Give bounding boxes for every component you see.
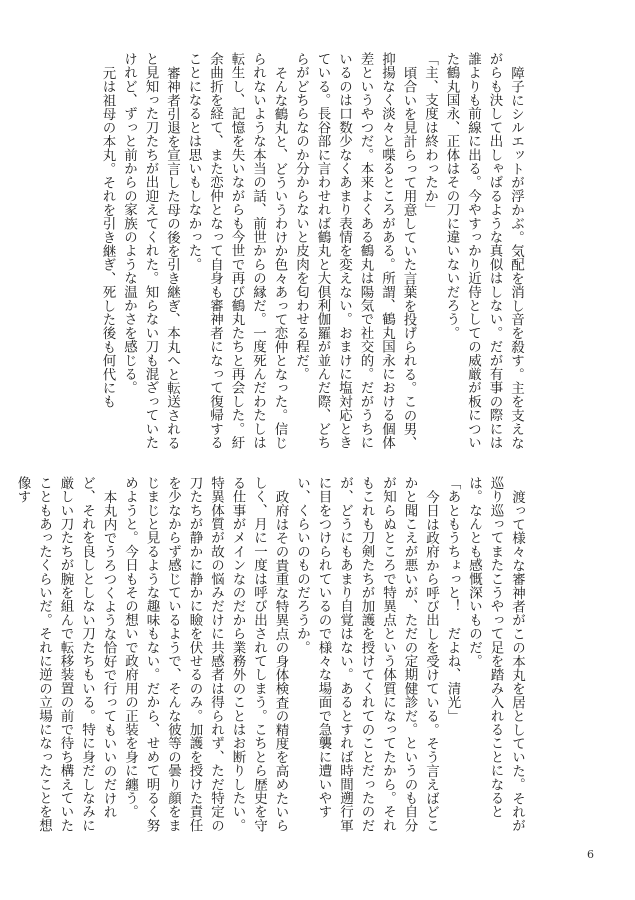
dialogue-line: 「あともうちょっと！ だよね、清光」 [444, 476, 461, 723]
paragraph: 元は祖母の本丸。それを引き継ぎ、死した後も何代にも [99, 65, 116, 408]
paragraph: 渡って様々な審神者がこの本丸を居としていた。それが巡り巡ってまたこうやって足を踏み入れることになるとは。なんとも感慨深いものだ。 [466, 476, 525, 832]
paragraph: 今日は政府から呼び出しを受けている。そう言えばどこかと聞こえが悪いが、ただの定期健診だ。というのも自分が知らぬところで特異点という体質になってたから。それもこれも刀剣たちが加護を授けてくれてのことだったのだが、どうにもあまり自覚はない。あるとすれば時間遡行軍に目をつけられているので様々な場面で急襲に遭いやすい、くらいのものだろうか。 [294, 476, 439, 833]
lower-text-block [14, 476, 527, 836]
page-number: 6 [587, 848, 594, 861]
paragraph: そんな鶴丸と、どういうわけか色々あって恋仲となった。信じられないような本当の話、前世からの縁だ。一度死んだわたしは転生し、記憶を失いながらも今世で再び鶴丸たちと再会した。紆余曲折を経て、また恋仲となって自身も審神者になって復帰することになるとは思いもしなかった。 [185, 52, 288, 450]
paragraph: 審神者引退を宣言した母の後を引き継ぎ、本丸へと転送されると見知った刀たちが出迎えてくれた。知らない刀も混ざっていたけれど、ずっと前からの家族のような温かさを感じる。 [121, 52, 180, 450]
paragraph: 障子にシルエットが浮かぶ。気配を消し音を殺す。主を支えながらも決して出しゃばるような真似はしない。だが有事の際には誰よりも前線に出る。今やすっかり近侍としての威厳が板についた鶴丸国永、正体はその刀に違いないだろう。 [443, 52, 524, 450]
paragraph: 本丸内でうろつくような恰好で行ってもいいのだけれど、それを良しとしない刀たちもいる。特に身だしなみに厳しい刀たちが腕を組んで転移装置の前で待ち構えていたこともあったくらいだ。それに逆の立場になったことを想像す [14, 476, 117, 833]
upper-text-block [99, 52, 526, 452]
dialogue-line: 「主、支度は終わったか」 [422, 52, 438, 217]
paragraph: 政府はその貴重な特異点の身体検査の精度を高めたいらしく、月に一度は呼び出されてしまう。こちとら歴史を守る仕事がメインなのだから業務外のことはお断りしたい。特異体質が故の悩みだけに共感者は得られず、ただ特定の刀たちが静かに静かに瞼を伏せるのみ。加護を授けた責任を少なからず感じているようで、そんな彼等の曇り顔をまじまじと見るような趣味もない。だから、せめて明るく努めようと。今日もその想いで政府用の正装を身に纏う。 [122, 476, 289, 833]
paragraph: 頃合いを見計らって用意していた言葉を投げられる。この男、抑揚なく淡々と喋るところがある。所謂、鶴丸国永における個体差というやつだ。本来よくある鶴丸は陽気で社交的。だがうちにいるのは口数少なくあまり表情を変えない。おまけに塩対応ときている。長谷部に言わせれば鶴丸と大倶利伽羅が並んだ際、どちらがどちらなのか分からないと皮肉を匂わせる程だ。 [293, 52, 417, 450]
